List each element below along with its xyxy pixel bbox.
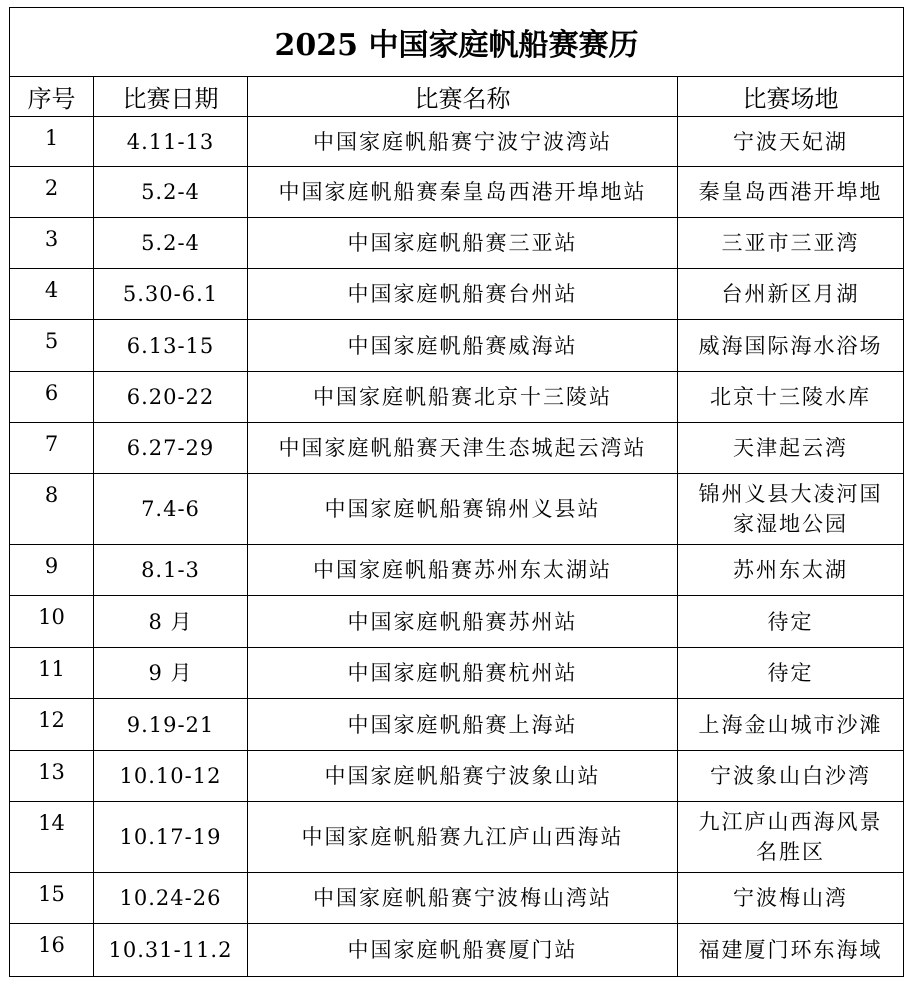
cell-venue [678,924,904,977]
cell-name: 中国家庭帆船赛三亚站 [248,218,678,269]
venue-text: 宁波天妃湖 [733,129,848,154]
cell-name: 中国家庭帆船赛威海站 [248,320,678,372]
cell-date: 6.27-29 [94,423,248,474]
table-row [10,117,904,167]
venue-text: 秦皇岛西港开埠地 [698,180,883,204]
cell-venue [678,320,904,372]
cell-name: 中国家庭帆船赛厦门站 [248,924,678,977]
venue-text: 锦州义县大凌河国家湿地公园 [698,482,883,536]
cell-venue [678,873,904,924]
cell-no: 10 [10,596,94,648]
cell-no: 8 [10,474,94,545]
cell-no: 9 [10,545,94,596]
cell-name: 中国家庭帆船赛宁波宁波湾站 [248,117,678,167]
venue-text: 上海金山城市沙滩 [698,712,883,737]
cell-no: 6 [10,372,94,423]
venue-text: 北京十三陵水库 [710,385,871,409]
venue-text: 福建厦门环东海域 [698,938,883,962]
table-row [10,648,904,699]
table-row [10,423,904,474]
cell-venue [678,545,904,596]
cell-venue [678,648,904,699]
cell-name: 中国家庭帆船赛秦皇岛西港开埠地站 [248,167,678,218]
cell-date: 6.20-22 [94,372,248,423]
cell-venue [678,167,904,218]
cell-venue [678,423,904,474]
table-row [10,751,904,802]
venue-text: 九江庐山西海风景名胜区 [698,810,883,864]
venue-text: 台州新区月湖 [721,282,860,306]
cell-date: 5.30-6.1 [94,269,248,320]
table-row [10,924,904,977]
cell-date: 10.10-12 [94,751,248,802]
cell-name: 中国家庭帆船赛九江庐山西海站 [248,802,678,873]
cell-venue [678,802,904,873]
cell-date: 8 月 [94,596,248,648]
cell-date: 9 月 [94,648,248,699]
cell-no: 11 [10,648,94,699]
cell-name: 中国家庭帆船赛苏州站 [248,596,678,648]
header-venue: 比赛场地 [678,77,904,117]
cell-date: 6.13-15 [94,320,248,372]
header-name: 比赛名称 [248,77,678,117]
cell-date: 10.17-19 [94,802,248,873]
cell-date: 5.2-4 [94,218,248,269]
cell-name: 中国家庭帆船赛宁波梅山湾站 [248,873,678,924]
cell-venue [678,751,904,802]
cell-venue [678,372,904,423]
venue-text: 天津起云湾 [733,436,848,460]
cell-no: 2 [10,167,94,218]
cell-date: 10.24-26 [94,873,248,924]
cell-no: 7 [10,423,94,474]
venue-text: 苏州东太湖 [733,558,848,582]
cell-no: 1 [10,117,94,167]
cell-name: 中国家庭帆船赛苏州东太湖站 [248,545,678,596]
cell-name: 中国家庭帆船赛锦州义县站 [248,474,678,545]
cell-name: 中国家庭帆船赛北京十三陵站 [248,372,678,423]
cell-no: 15 [10,873,94,924]
table-row [10,218,904,269]
cell-date: 7.4-6 [94,474,248,545]
table-row [10,167,904,218]
cell-no: 5 [10,320,94,372]
cell-date: 4.11-13 [94,117,248,167]
venue-text: 宁波梅山湾 [733,886,848,910]
cell-name: 中国家庭帆船赛杭州站 [248,648,678,699]
table-row [10,269,904,320]
table-row [10,699,904,751]
cell-name: 中国家庭帆船赛宁波象山站 [248,751,678,802]
cell-venue [678,218,904,269]
cell-date: 5.2-4 [94,167,248,218]
header-no: 序号 [10,77,94,117]
venue-text: 三亚市三亚湾 [721,231,860,255]
table-row [10,474,904,545]
table-title: 2025 中国家庭帆船赛赛历 [10,8,904,77]
table-row [10,320,904,372]
venue-text: 宁波象山白沙湾 [710,764,871,788]
cell-no: 14 [10,802,94,873]
cell-no: 4 [10,269,94,320]
cell-no: 12 [10,699,94,751]
cell-no: 13 [10,751,94,802]
venue-text: 威海国际海水浴场 [698,333,883,358]
table-row [10,873,904,924]
cell-date: 9.19-21 [94,699,248,751]
table-row [10,596,904,648]
cell-no: 3 [10,218,94,269]
cell-venue [678,269,904,320]
table-row [10,372,904,423]
cell-name: 中国家庭帆船赛上海站 [248,699,678,751]
cell-no: 16 [10,924,94,977]
table-row [10,802,904,873]
venue-text: 待定 [767,609,814,634]
header-date: 比赛日期 [94,77,248,117]
cell-date: 8.1-3 [94,545,248,596]
cell-venue [678,596,904,648]
cell-venue [678,117,904,167]
cell-venue [678,474,904,545]
cell-date: 10.31-11.2 [94,924,248,977]
table-body [10,117,904,977]
venue-text: 待定 [767,661,814,685]
cell-venue [678,699,904,751]
table-row [10,545,904,596]
header-row [10,77,904,117]
race-calendar-table [9,7,904,977]
cell-name: 中国家庭帆船赛天津生态城起云湾站 [248,423,678,474]
cell-name: 中国家庭帆船赛台州站 [248,269,678,320]
